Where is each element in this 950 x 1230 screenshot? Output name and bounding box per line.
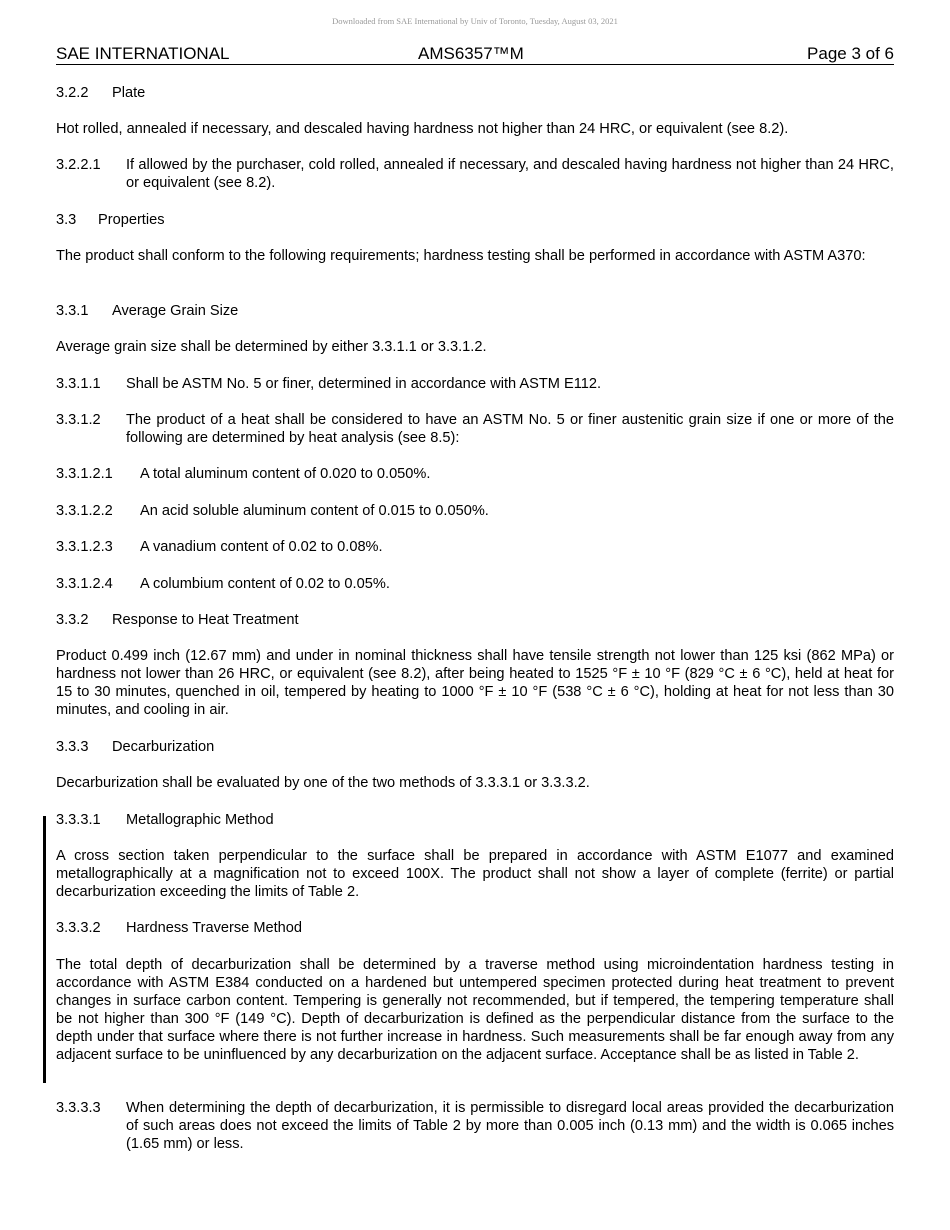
section-number: 3.3.1.2.2 [56,503,113,519]
paragraph-plate: Hot rolled, annealed if necessary, and descaled having hardness not higher than 24 HRC, or equivalent (see 8.2). [56,121,789,137]
section-number: 3.3.1.1 [56,376,101,392]
section-number: 3.3.1.2.1 [56,466,113,482]
section-title: Average Grain Size [112,303,239,319]
header-page-number: Page 3 of 6 [807,44,894,63]
header-organization: SAE INTERNATIONAL [56,44,230,63]
section-title: Decarburization [112,739,215,755]
clause-text: A vanadium content of 0.02 to 0.08%. [140,539,383,555]
section-number: 3.3.1.2 [56,412,101,428]
paragraph-metallographic-method: A cross section taken perpendicular to the surface shall be prepared in accordance with ASTM E1077 and examined metallographically at a magnification not to exceed 100X. The product shall not show a layer of complete (ferrite) or partial decarburization exceeding the limits of Table 2. [56,848,894,900]
section-title: Hardness Traverse Method [126,920,303,936]
paragraph-decarburization: Decarburization shall be evaluated by one of the two methods of 3.3.3.1 or 3.3.3.2. [56,775,590,791]
section-number: 3.3.1.2.3 [56,539,113,555]
section-number: 3.2.2 [56,85,89,101]
clause-text: If allowed by the purchaser, cold rolled, annealed if necessary, and descaled having hardness not higher than 24 HRC, or equivalent (see 8.2). [126,157,894,191]
paragraph-grain-size: Average grain size shall be determined by either 3.3.1.1 or 3.3.1.2. [56,339,487,355]
clause-text: The product of a heat shall be considered to have an ASTM No. 5 or finer austenitic grain size if one or more of the following are determined by heat analysis (see 8.5): [126,412,894,446]
section-title: Metallographic Method [126,812,274,828]
header-document-number: AMS6357™M [418,44,524,63]
section-number: 3.3.1 [56,303,89,319]
download-watermark: Downloaded from SAE International by Univ of Toronto, Tuesday, August 03, 2021 [332,16,618,26]
section-number: 3.3.3 [56,739,89,755]
section-number: 3.3.1.2.4 [56,576,113,592]
section-number: 3.3.2 [56,612,89,628]
clause-text: When determining the depth of decarburization, it is permissible to disregard local areas provided the decarburization of such areas does not exceed the limits of Table 2 by more than 0.005 inch (0.13 mm) and the width is 0.065 inches (1.65 mm) or less. [126,1100,894,1152]
section-number: 3.3.3.3 [56,1100,101,1116]
paragraph-response-heat-treatment: Product 0.499 inch (12.67 mm) and under in nominal thickness shall have tensile strength not lower than 125 ksi (862 MPa) or hardness not lower than 26 HRC, or equivalent (see 8.2), after being heated to 1525 °F ± 10 °F (829 °C ± 6 °C), held at heat for 15 to 30 minutes, quenched in oil, tempered by heating to 1000 °F ± 10 °F (538 °C ± 6 °C), holding at heat for not less than 30 minutes, and cooling in air. [56,648,894,718]
paragraph-properties: The product shall conform to the following requirements; hardness testing shall be performed in accordance with ASTM A370: [56,248,866,264]
clause-text: Shall be ASTM No. 5 or finer, determined in accordance with ASTM E112. [126,376,602,392]
clause-text: A columbium content of 0.02 to 0.05%. [140,576,390,592]
clause-text: An acid soluble aluminum content of 0.015 to 0.050%. [140,503,489,519]
paragraph-hardness-traverse-method: The total depth of decarburization shall be determined by a traverse method using microindentation hardness testing in accordance with ASTM E384 conducted on a hardened but untempered specimen protected during heat treatment to prevent changes in surface carbon content. Tempering is generally not recommended, but if tempered, the tempering temperature shall be not higher than 300 °F (149 °C). Depth of decarburization is defined as the perpendicular distance from the surface to the depth under that surface where there is not further increase in hardness. Such measurements shall be far enough away from any adjacent surface to be uninfluenced by any decarburization on the adjacent surface. Acceptance shall be as listed in Table 2. [56,957,894,1063]
section-title: Plate [112,85,146,101]
page-header [56,44,894,65]
clause-text: A total aluminum content of 0.020 to 0.050%. [140,466,431,482]
revision-change-bar [43,816,46,1083]
section-number: 3.3 [56,212,77,228]
section-title: Properties [98,212,165,228]
section-number: 3.2.2.1 [56,157,101,173]
section-number: 3.3.3.2 [56,920,101,936]
section-number: 3.3.3.1 [56,812,101,828]
section-title: Response to Heat Treatment [112,612,299,628]
